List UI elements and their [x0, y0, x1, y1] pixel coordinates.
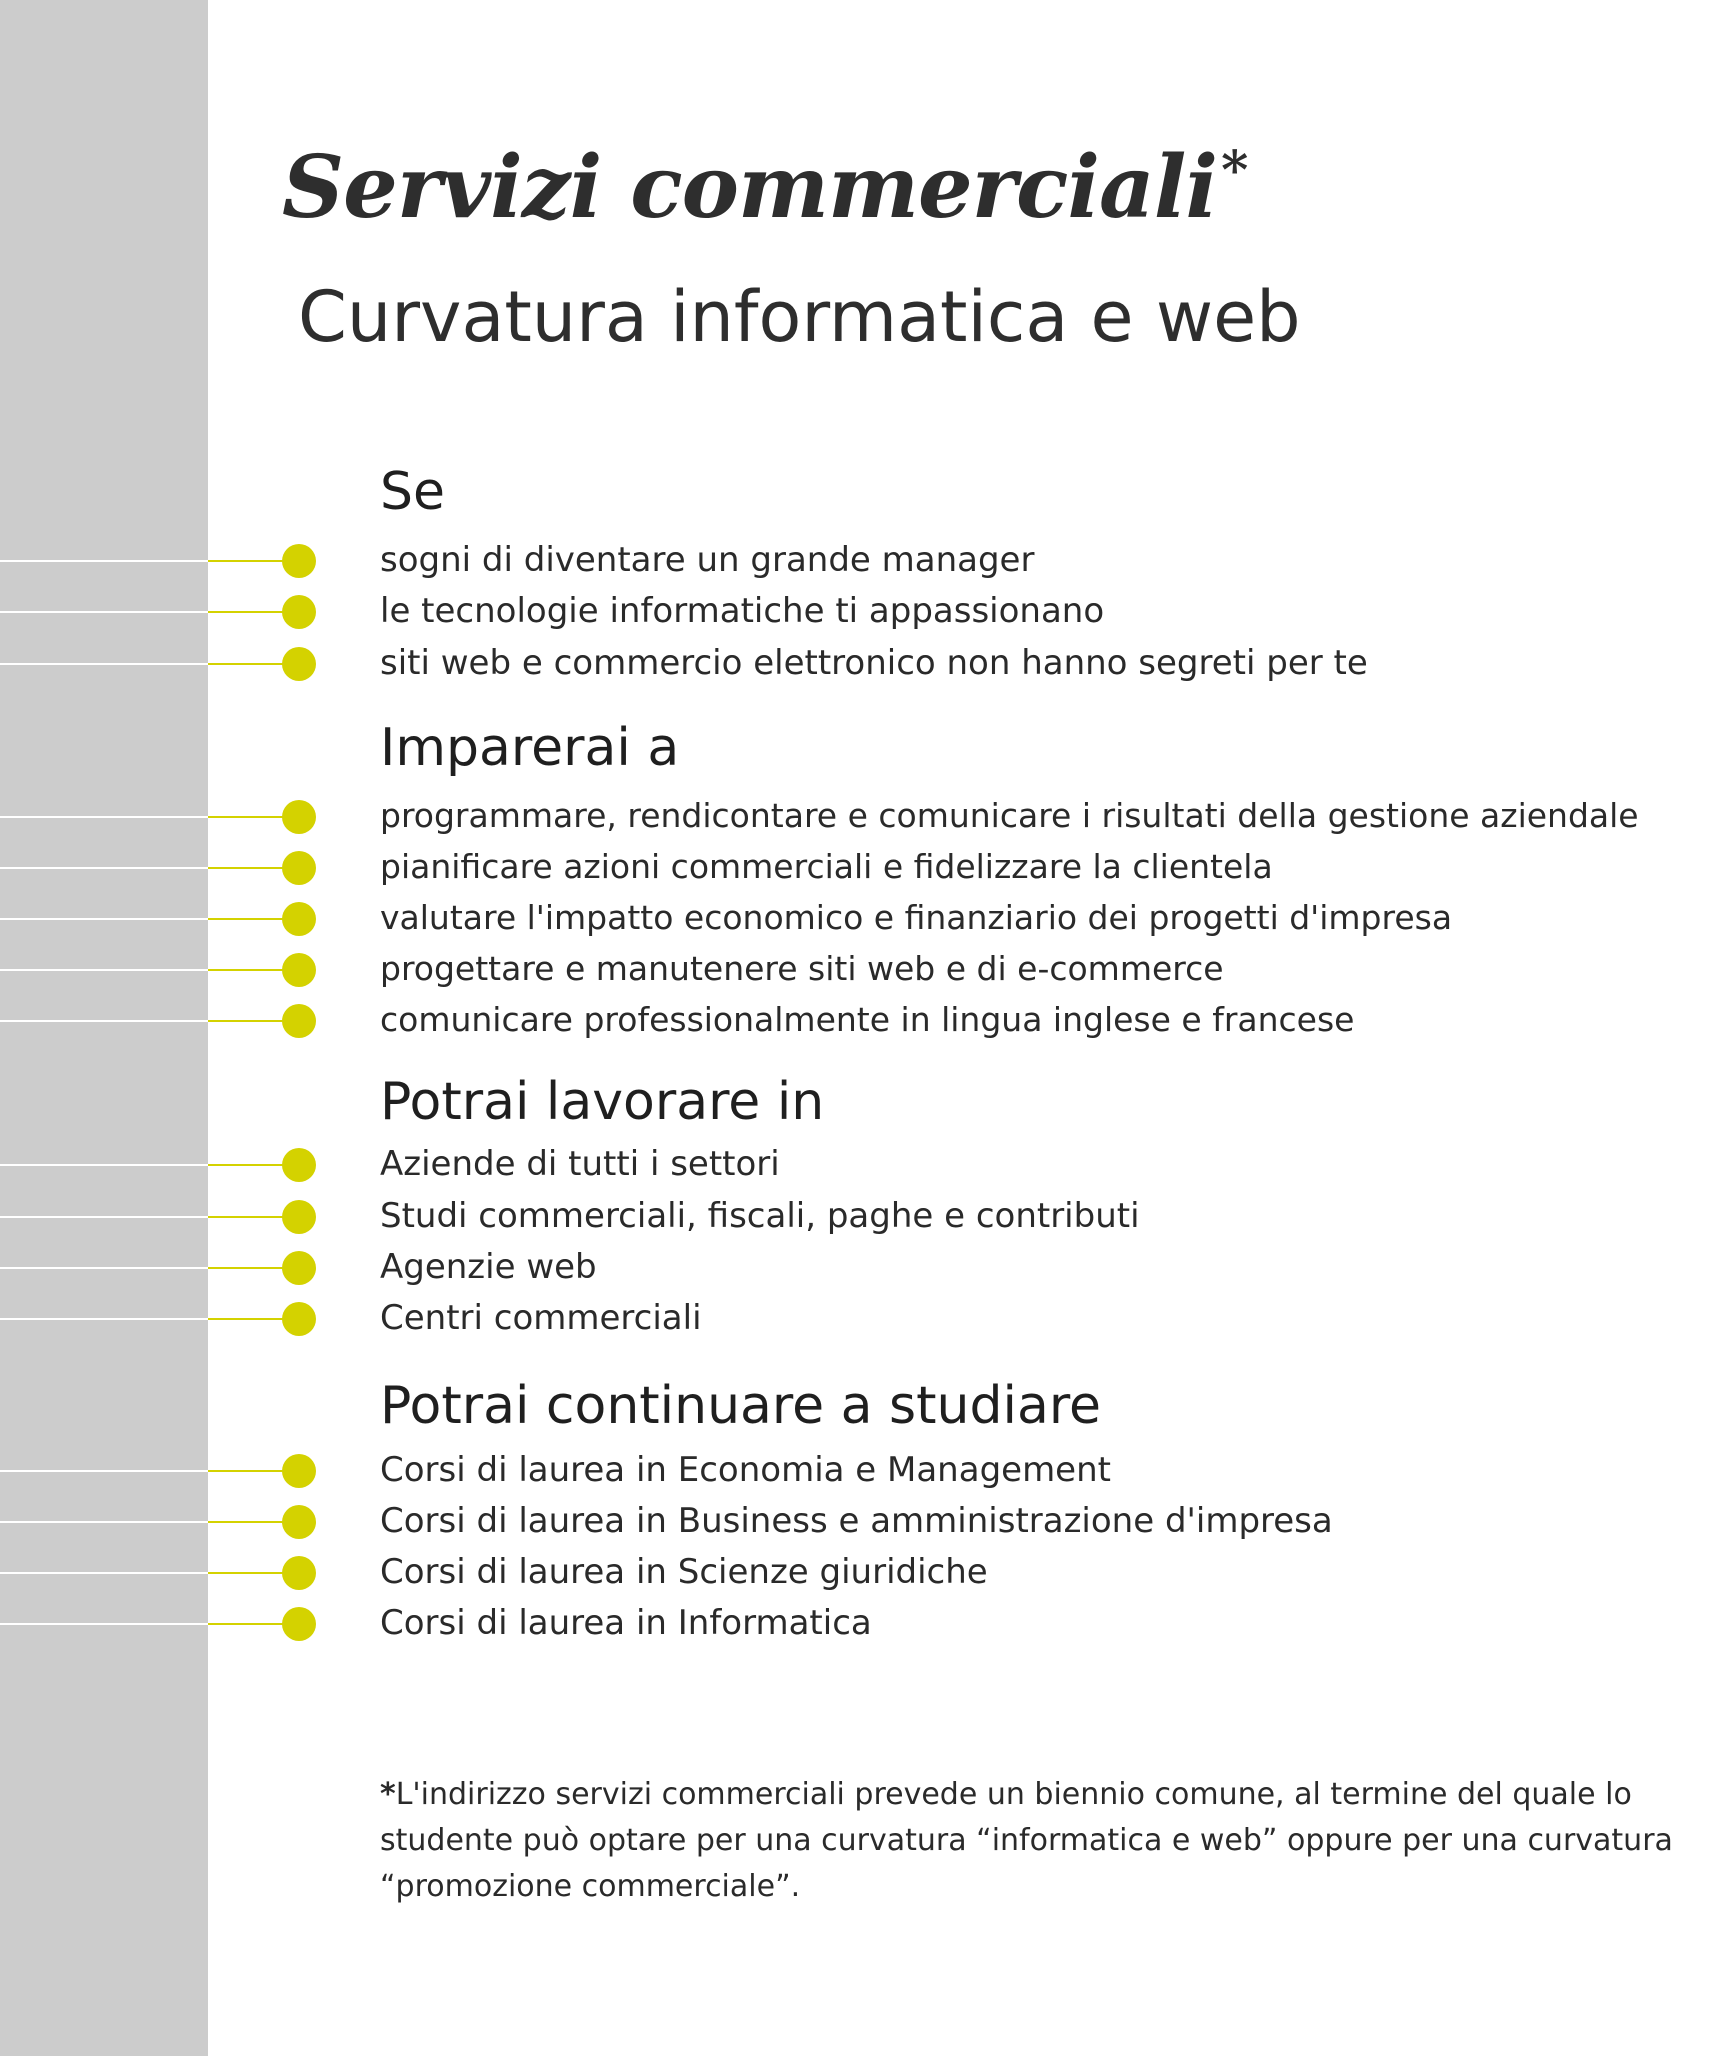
- list-item: Centri commerciali: [380, 1298, 702, 1338]
- bullet-dot: [282, 851, 316, 885]
- footnote: [380, 1772, 1700, 1910]
- page-subtitle: Curvatura informatica e web: [298, 276, 1301, 358]
- bullet-dot: [282, 1454, 316, 1488]
- list-item: valutare l'impatto economico e finanziario dei progetti d'impresa: [380, 898, 1453, 937]
- bullet-dot: [282, 1004, 316, 1038]
- sidebar-band: [0, 0, 208, 2056]
- bullet-dot: [282, 1556, 316, 1590]
- bullet-line-accent: [208, 611, 290, 613]
- footnote-text: L'indirizzo servizi commerciali prevede un biennio comune, al termine del quale lo studente può optare per una curvatura “informatica e web” oppure per una curvatura “promozione commerciale”.: [380, 1777, 1673, 1904]
- bullet-line-accent: [208, 918, 290, 920]
- list-item: Corsi di laurea in Economia e Management: [380, 1450, 1111, 1490]
- bullet-line: [0, 918, 290, 920]
- bullet-dot: [282, 1302, 316, 1336]
- bullet-line: [0, 663, 290, 665]
- section-heading-imparerai: Imparerai a: [380, 718, 680, 778]
- section-heading-lavorare: Potrai lavorare in: [380, 1072, 825, 1132]
- bullet-line-accent: [208, 816, 290, 818]
- page-title-text: Servizi commerciali: [282, 137, 1218, 238]
- bullet-line-accent: [208, 1623, 290, 1625]
- bullet-line: [0, 560, 290, 562]
- bullet-dot: [282, 902, 316, 936]
- bullet-dot: [282, 544, 316, 578]
- page-title: [282, 137, 1248, 238]
- bullet-line: [0, 1318, 290, 1320]
- bullet-dot: [282, 595, 316, 629]
- bullet-dot: [282, 1251, 316, 1285]
- list-item: pianificare azioni commerciali e fidelizzare la clientela: [380, 847, 1273, 886]
- bullet-dot: [282, 1607, 316, 1641]
- bullet-line-accent: [208, 969, 290, 971]
- bullet-dot: [282, 800, 316, 834]
- bullet-line: [0, 1521, 290, 1523]
- bullet-line-accent: [208, 1164, 290, 1166]
- footnote-asterisk: *: [380, 1777, 396, 1812]
- title-asterisk: *: [1221, 140, 1248, 201]
- list-item: programmare, rendicontare e comunicare i risultati della gestione aziendale: [380, 796, 1639, 835]
- list-item: Studi commerciali, fiscali, paghe e contributi: [380, 1196, 1140, 1236]
- bullet-line-accent: [208, 1020, 290, 1022]
- bullet-dot: [282, 1148, 316, 1182]
- list-item: le tecnologie informatiche ti appassionano: [380, 591, 1105, 631]
- bullet-dot: [282, 953, 316, 987]
- section-heading-se: Se: [380, 462, 445, 522]
- list-item: siti web e commercio elettronico non hanno segreti per te: [380, 643, 1368, 683]
- bullet-line-accent: [208, 1470, 290, 1472]
- section-heading-studiare: Potrai continuare a studiare: [380, 1376, 1102, 1436]
- bullet-line: [0, 1267, 290, 1269]
- list-item: sogni di diventare un grande manager: [380, 540, 1035, 580]
- list-item: progettare e manutenere siti web e di e-commerce: [380, 949, 1224, 988]
- bullet-line: [0, 816, 290, 818]
- list-item: Aziende di tutti i settori: [380, 1144, 780, 1184]
- bullet-line-accent: [208, 1572, 290, 1574]
- bullet-line: [0, 1164, 290, 1166]
- bullet-line: [0, 1470, 290, 1472]
- bullet-line-accent: [208, 1318, 290, 1320]
- bullet-dot: [282, 1200, 316, 1234]
- bullet-line-accent: [208, 867, 290, 869]
- bullet-line: [0, 1020, 290, 1022]
- list-item: Agenzie web: [380, 1247, 597, 1287]
- list-item: comunicare professionalmente in lingua inglese e francese: [380, 1000, 1355, 1039]
- bullet-line: [0, 1216, 290, 1218]
- bullet-line: [0, 867, 290, 869]
- bullet-dot: [282, 1505, 316, 1539]
- bullet-line: [0, 969, 290, 971]
- bullet-line-accent: [208, 560, 290, 562]
- bullet-line: [0, 1572, 290, 1574]
- bullet-line: [0, 611, 290, 613]
- list-item: Corsi di laurea in Business e amministrazione d'impresa: [380, 1501, 1333, 1541]
- list-item: Corsi di laurea in Informatica: [380, 1603, 872, 1643]
- bullet-dot: [282, 647, 316, 681]
- list-item: Corsi di laurea in Scienze giuridiche: [380, 1552, 988, 1592]
- bullet-line-accent: [208, 1216, 290, 1218]
- bullet-line-accent: [208, 1521, 290, 1523]
- bullet-line-accent: [208, 1267, 290, 1269]
- bullet-line-accent: [208, 663, 290, 665]
- bullet-line: [0, 1623, 290, 1625]
